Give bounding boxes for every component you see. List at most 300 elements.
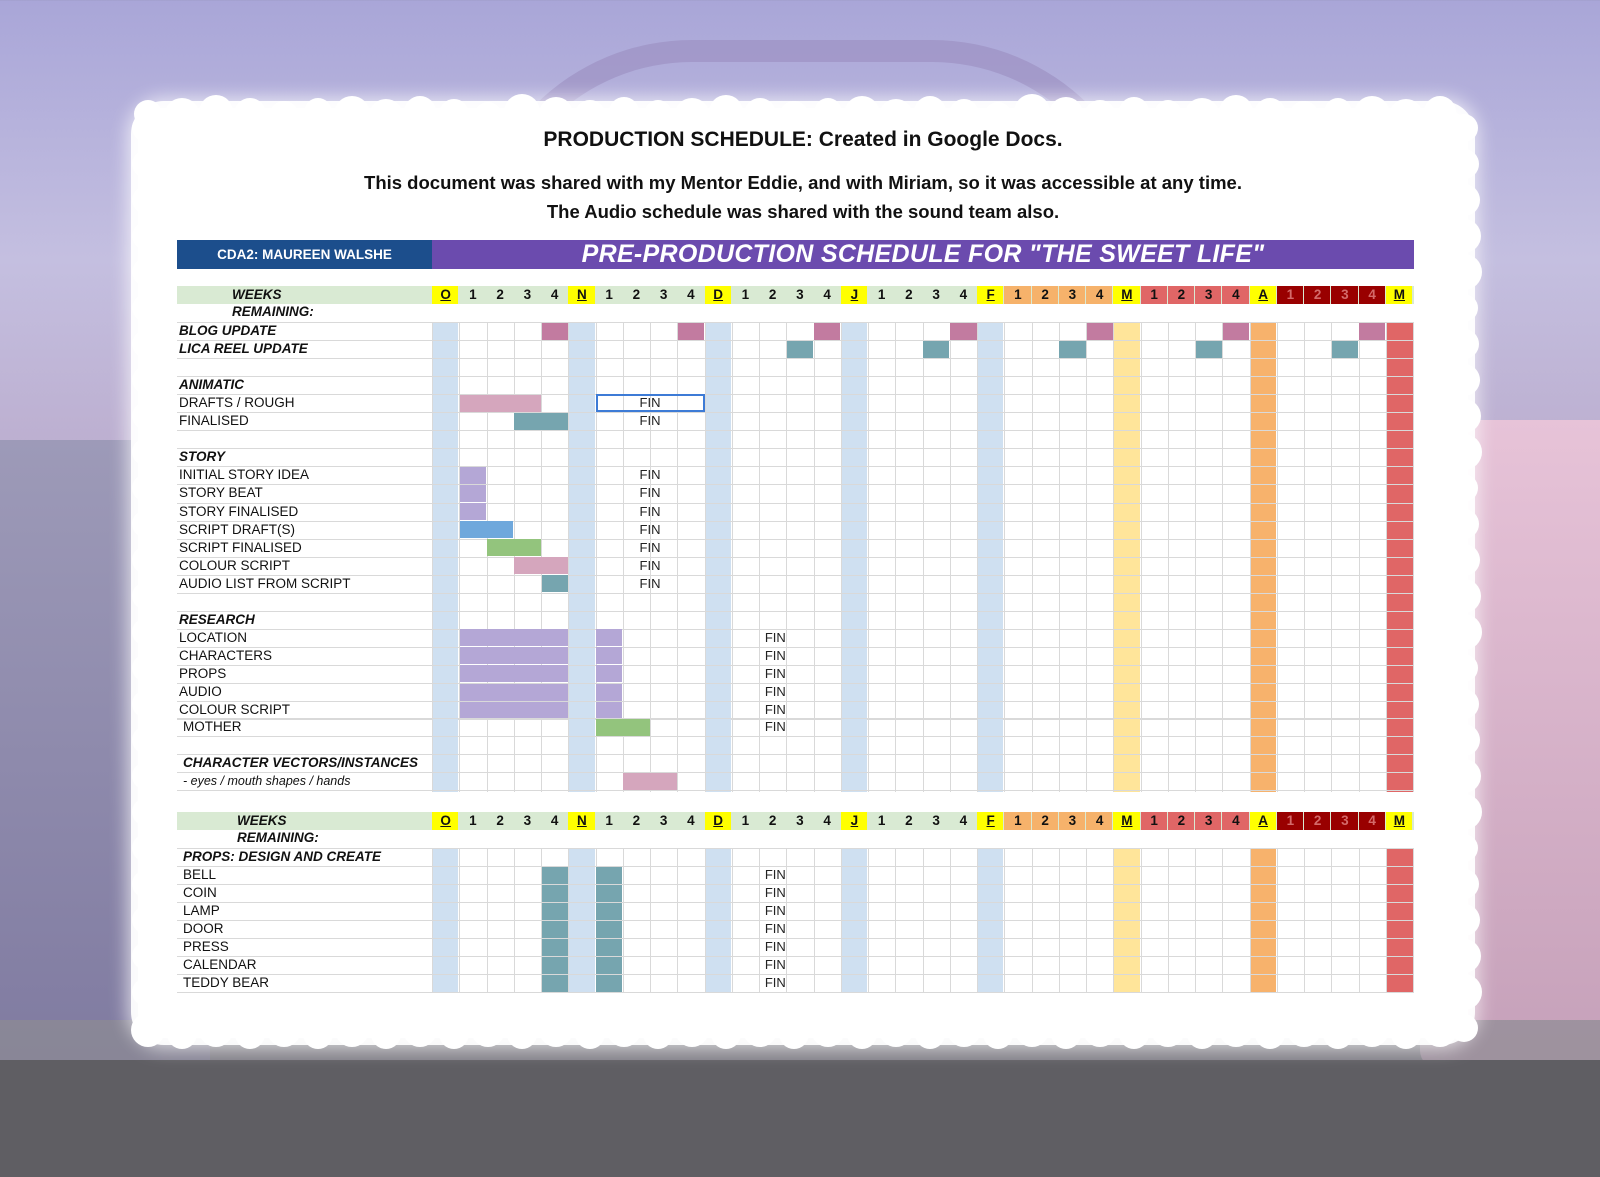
vectors-block: [623, 773, 677, 790]
cloud-puff: [1255, 1019, 1285, 1049]
lica-reel-block: [787, 341, 813, 358]
cloud-puff: [1446, 974, 1482, 1010]
cloud-puff: [1051, 1019, 1081, 1049]
props-block: [542, 975, 568, 992]
props-block: [596, 885, 622, 902]
grid-vline: [541, 718, 542, 792]
week-number: 2: [1041, 813, 1049, 828]
cloud-puff: [879, 1013, 913, 1047]
grid-vline: [1359, 718, 1360, 792]
week-number: 2: [1177, 813, 1186, 828]
row-label-colour-script: COLOUR SCRIPT: [179, 702, 291, 718]
week-number: 3: [1068, 287, 1077, 302]
cloud-puff: [132, 762, 160, 790]
month-column-band: [841, 718, 867, 792]
row-label-eyes-mouth-shapes-hands: - eyes / mouth shapes / hands: [183, 774, 351, 789]
cloud-puff: [847, 1019, 877, 1049]
cloud-puff: [132, 726, 160, 754]
cloud-puff: [132, 870, 160, 898]
week-number: J: [850, 813, 859, 828]
week-number: 3: [1341, 813, 1349, 828]
cloud-puff: [1450, 834, 1478, 862]
month-column-band: [977, 718, 1003, 792]
fin-marker: FIN: [639, 395, 661, 411]
week-number: 4: [823, 287, 831, 302]
cloud-puff: [132, 510, 160, 538]
week-number: 1: [605, 813, 613, 828]
fin-marker: FIN: [639, 521, 661, 537]
story-block: [460, 503, 486, 520]
grid-vline: [514, 718, 515, 792]
blog-update-block: [950, 323, 976, 340]
row-label-door: DOOR: [183, 921, 224, 937]
cloud-puff: [1449, 509, 1479, 539]
weeks-remaining-label: WEEKS REMAINING:: [237, 813, 319, 845]
week-number: 1: [741, 813, 750, 828]
cloud-puff: [607, 1013, 641, 1047]
cloud-puff: [1219, 95, 1253, 129]
week-number: 1: [1014, 813, 1022, 828]
grid-vline: [1250, 718, 1251, 792]
cloud-puff: [539, 97, 573, 131]
research-block: [460, 684, 568, 701]
week-number: 1: [469, 813, 477, 828]
week-number: 4: [1095, 287, 1104, 302]
week-number: 3: [796, 287, 804, 302]
lica-reel-block: [1196, 341, 1222, 358]
grid-hline: [177, 575, 1414, 576]
row-label-research: RESEARCH: [179, 611, 255, 627]
card-title: PRODUCTION SCHEDULE: Created in Google Docs.: [543, 128, 1063, 151]
cloud-puff: [167, 1019, 197, 1049]
week-number: 1: [1286, 813, 1295, 828]
fin-marker: FIN: [764, 629, 786, 645]
grid-hline: [177, 412, 1414, 413]
fin-marker: FIN: [639, 485, 661, 501]
cloud-puff: [304, 98, 332, 126]
research-block: [596, 702, 622, 719]
grid-hline: [177, 394, 1414, 395]
row-label-bell: BELL: [183, 867, 217, 883]
week-number: J: [850, 287, 859, 302]
cloud-puff: [609, 97, 639, 127]
row-label-animatic: ANIMATIC: [179, 377, 244, 393]
row-label-props-design-and-create: PROPS: DESIGN AND CREATE: [183, 849, 382, 864]
grid-hline: [177, 772, 1414, 773]
week-number: 4: [1095, 813, 1104, 828]
fin-marker: FIN: [764, 885, 786, 901]
cloud-puff: [132, 906, 160, 934]
week-number: 1: [877, 287, 886, 302]
fin-marker: FIN: [764, 867, 786, 883]
march-column-band: [1113, 718, 1139, 792]
cloud-puff: [335, 1013, 369, 1047]
row-label-props: PROPS: [179, 665, 227, 681]
grid-vline: [814, 718, 815, 792]
week-number: O: [440, 813, 451, 828]
fin-marker: FIN: [764, 702, 786, 718]
week-number: 1: [605, 287, 613, 302]
row-label-drafts-rough: DRAFTS / ROUGH: [179, 395, 295, 411]
week-number: 1: [741, 287, 750, 302]
week-number: 4: [687, 813, 695, 828]
props-block: [596, 939, 622, 956]
week-number: 3: [523, 813, 532, 828]
cloud-puff: [1450, 474, 1478, 502]
month-column-band: [705, 718, 731, 792]
grid-vline: [432, 718, 433, 792]
grid-vline: [1413, 718, 1414, 792]
cloud-puff: [132, 798, 160, 826]
grid-vline: [1386, 718, 1387, 792]
week-number: F: [986, 287, 995, 302]
grid-vline: [950, 718, 951, 792]
cloud-puff: [371, 1019, 401, 1049]
fin-marker: FIN: [639, 539, 661, 555]
cloud-puff: [132, 834, 160, 862]
cloud-puff: [644, 100, 672, 128]
weeks-remaining-label: WEEKS REMAINING:: [232, 287, 314, 319]
cloud-puff: [439, 99, 469, 129]
props-block: [596, 921, 622, 938]
fin-marker: FIN: [639, 413, 661, 429]
row-label-characters: CHARACTERS: [179, 647, 273, 663]
row-label-audio-list-from-script: AUDIO LIST FROM SCRIPT: [179, 575, 351, 591]
cloud-puff: [1448, 904, 1480, 936]
row-label-location: LOCATION: [179, 629, 248, 645]
row-label-lica-reel-update: LICA REEL UPDATE: [179, 341, 308, 357]
story-block: [460, 521, 514, 538]
row-label-teddy-bear: TEDDY BEAR: [183, 975, 270, 991]
week-number: 2: [1177, 287, 1186, 302]
grid-vline: [677, 718, 678, 792]
cloud-puff: [199, 95, 233, 129]
story-block: [487, 539, 541, 556]
week-number: 3: [932, 287, 940, 302]
cloud-puff: [132, 330, 160, 358]
fin-marker: FIN: [764, 719, 786, 734]
story-block: [514, 557, 568, 574]
cloud-puff: [914, 96, 946, 128]
cloud-puff: [1447, 579, 1481, 613]
week-number: 1: [1150, 287, 1158, 302]
week-number: F: [986, 813, 995, 828]
grid-vline: [1141, 718, 1142, 792]
blog-update-block: [1223, 323, 1249, 340]
cloud-puff: [403, 1013, 437, 1047]
grid-hline: [177, 611, 1414, 612]
grid-vline: [977, 718, 978, 792]
row-label-coin: COIN: [183, 885, 217, 901]
cloud-puff: [1447, 219, 1481, 253]
cloud-puff: [235, 1019, 265, 1049]
cloud-puff: [779, 101, 809, 131]
cloud-puff: [267, 1013, 301, 1047]
props-block: [596, 903, 622, 920]
week-number: 3: [523, 287, 532, 302]
grid-vline: [732, 718, 733, 792]
week-number: 2: [1041, 287, 1049, 302]
grid-vline: [868, 718, 869, 792]
cloud-puff: [1391, 1019, 1421, 1049]
week-number: 1: [1014, 287, 1022, 302]
week-number: N: [577, 813, 587, 828]
cloud-puff: [709, 95, 743, 129]
cloud-puff: [1219, 1013, 1253, 1047]
row-label-blog-update: BLOG UPDATE: [179, 323, 277, 338]
cloud-puff: [915, 1019, 945, 1049]
grid-hline: [177, 790, 1414, 791]
cloud-puff: [779, 1019, 809, 1049]
grid-vline: [568, 718, 569, 792]
props-block: [596, 957, 622, 974]
cloud-puff: [132, 222, 160, 250]
lica-reel-block: [923, 341, 949, 358]
week-number: M: [1121, 287, 1133, 302]
grid-vline: [1086, 718, 1087, 792]
blog-update-block: [1087, 323, 1113, 340]
grid-vline: [841, 718, 842, 792]
grid-vline: [459, 718, 460, 792]
grid-hline: [177, 736, 1414, 737]
grid-hline: [177, 992, 1414, 993]
cloud-puff: [1447, 759, 1481, 793]
fin-marker: FIN: [764, 921, 786, 937]
week-number: 4: [1232, 287, 1240, 302]
week-number: 3: [659, 287, 668, 302]
week-number: 1: [1286, 287, 1295, 302]
cloud-puff: [504, 94, 540, 130]
week-number: A: [1258, 287, 1268, 302]
cloud-puff: [474, 102, 502, 130]
week-number: D: [713, 813, 723, 828]
cloud-puff: [744, 98, 776, 130]
fin-marker: FIN: [764, 903, 786, 919]
props-block: [596, 975, 622, 992]
cloud-puff: [743, 1013, 777, 1047]
row-label-finalised: FINALISED: [179, 413, 249, 429]
row-label-script-draft-s: SCRIPT DRAFT(S): [179, 521, 296, 537]
grid-vline: [1168, 718, 1169, 792]
row-label-script-finalised: SCRIPT FINALISED: [179, 539, 302, 555]
week-number: 2: [496, 813, 504, 828]
story-block: [542, 575, 568, 592]
props-block: [542, 903, 568, 920]
research-block: [596, 647, 622, 664]
grid-vline: [487, 718, 488, 792]
week-number: 4: [1368, 813, 1376, 828]
cloud-puff: [1354, 96, 1390, 132]
sheet-author: CDA2: MAUREEN WALSHE: [177, 240, 432, 269]
cloud-puff: [199, 1013, 233, 1047]
lica-reel-block: [1332, 341, 1358, 358]
week-number: 4: [550, 287, 559, 302]
cloud-puff: [1449, 869, 1479, 899]
cloud-puff: [1447, 399, 1481, 433]
cloud-puff: [947, 1013, 981, 1047]
cloud-puff: [1450, 294, 1478, 322]
schedule-spreadsheet: [177, 240, 1414, 1013]
cloud-puff: [1446, 794, 1482, 830]
week-number: M: [1121, 813, 1133, 828]
sheet-title: PRE-PRODUCTION SCHEDULE FOR "THE SWEET LIFE": [432, 240, 1414, 269]
week-number: 2: [905, 813, 913, 828]
week-number: 1: [469, 287, 477, 302]
row-label-lamp: LAMP: [183, 903, 220, 919]
fin-marker: FIN: [764, 684, 786, 699]
cloud-puff: [984, 102, 1012, 130]
cloud-puff: [132, 978, 160, 1006]
month-column-band: [568, 718, 594, 792]
fin-marker: FIN: [639, 503, 661, 519]
cloud-puff: [1446, 614, 1482, 650]
fin-marker: FIN: [764, 647, 786, 663]
cloud-puff: [1014, 94, 1050, 130]
cloud-puff: [439, 1019, 469, 1049]
research-block: [460, 629, 568, 646]
cloud-puff: [132, 618, 160, 646]
cloud-puff: [1049, 97, 1083, 131]
week-number: M: [1393, 813, 1405, 828]
grid-vline: [1032, 718, 1033, 792]
grid-hline: [177, 539, 1414, 540]
row-label-press: PRESS: [183, 939, 229, 955]
cloud-puff: [983, 1019, 1013, 1049]
cloud-puff: [132, 258, 160, 286]
research-block: [596, 665, 622, 682]
cloud-puff: [1287, 1013, 1321, 1047]
grid-vline: [1222, 718, 1223, 792]
card-subtitle-line1: This document was shared with my Mentor Eddie, and with Miriam, so it was accessible at any time.: [364, 172, 1242, 193]
blog-update-block: [1359, 323, 1385, 340]
grid-vline: [923, 718, 924, 792]
cloud-puff: [269, 101, 299, 131]
cloud-puff: [1151, 1013, 1185, 1047]
grid-vline: [1331, 718, 1332, 792]
row-label-story: STORY: [179, 449, 226, 465]
cloud-puff: [643, 1019, 673, 1049]
week-number: 3: [796, 813, 804, 828]
props-block: [596, 867, 622, 884]
grid-hline: [177, 376, 1414, 377]
row-label-story-finalised: STORY FINALISED: [179, 503, 299, 519]
research-block: [460, 647, 568, 664]
grid-vline: [1004, 718, 1005, 792]
cloud-puff: [1450, 654, 1478, 682]
cloud-puff: [1254, 98, 1286, 130]
fin-marker: FIN: [764, 975, 786, 991]
cloud-puff: [132, 654, 160, 682]
grid-hline: [177, 557, 1414, 558]
week-number: 2: [768, 287, 777, 302]
cloud-puff: [303, 1019, 333, 1049]
week-number: 4: [959, 813, 968, 828]
april-column-band: [1250, 718, 1276, 792]
cloud-puff: [1446, 434, 1482, 470]
cloud-puff: [1449, 689, 1479, 719]
story-block: [460, 485, 486, 502]
grid-vline: [1195, 718, 1196, 792]
cloud-puff: [1447, 939, 1481, 973]
cloud-puff: [1119, 1019, 1149, 1049]
cloud-puff: [1355, 1013, 1389, 1047]
cloud-puff: [1289, 101, 1319, 131]
week-number: 3: [1068, 813, 1077, 828]
week-number: 2: [632, 813, 641, 828]
week-number: 2: [905, 287, 913, 302]
card-subtitle-line2: The Audio schedule was shared with the sound team also.: [546, 201, 1060, 222]
cloud-puff: [1448, 364, 1480, 396]
cloud-puff: [1448, 544, 1480, 576]
cloud-puff: [471, 1013, 505, 1047]
fin-marker: FIN: [764, 957, 786, 973]
row-label-audio: AUDIO: [179, 684, 222, 699]
blog-update-block: [542, 323, 568, 340]
cloud-puff: [132, 294, 160, 322]
week-number: 4: [550, 813, 559, 828]
cloud-puff: [234, 98, 266, 130]
cloud-puff: [132, 366, 160, 394]
fin-marker: FIN: [764, 665, 786, 681]
props-block: [542, 885, 568, 902]
row-label-story-beat: STORY BEAT: [179, 485, 263, 501]
week-number: 1: [877, 813, 886, 828]
row-label-calendar: CALENDAR: [183, 957, 257, 973]
week-number: 4: [1368, 287, 1376, 302]
props-block: [542, 939, 568, 956]
mother-block: [596, 719, 650, 736]
cloud-puff: [675, 1013, 709, 1047]
grid-hline: [177, 484, 1414, 485]
week-number: 4: [823, 813, 831, 828]
grid-vline: [1113, 718, 1114, 792]
fin-marker: FIN: [764, 939, 786, 955]
cloud-puff: [1154, 100, 1182, 128]
cloud-puff: [811, 1013, 845, 1047]
grid-vline: [1304, 718, 1305, 792]
week-number: 3: [659, 813, 668, 828]
research-block: [596, 684, 622, 701]
finalised-block: [514, 413, 568, 430]
props-block: [542, 867, 568, 884]
research-block: [460, 665, 568, 682]
props-block: [542, 921, 568, 938]
cloud-puff: [844, 96, 880, 132]
grid-hline: [177, 466, 1414, 467]
cloud-puff: [1119, 97, 1149, 127]
row-label-colour-script: COLOUR SCRIPT: [179, 557, 291, 573]
grid-hline: [177, 448, 1414, 449]
row-label-mother: MOTHER: [183, 719, 242, 734]
week-number: 3: [1204, 287, 1213, 302]
cloud-puff: [132, 402, 160, 430]
cloud-puff: [507, 1019, 537, 1049]
week-number: 2: [496, 287, 504, 302]
grid-hline: [177, 593, 1414, 594]
cloud-puff: [132, 582, 160, 610]
grid-hline: [177, 430, 1414, 431]
week-number: 1: [1150, 813, 1158, 828]
cloud-puff: [1446, 254, 1482, 290]
week-number: 3: [1204, 813, 1213, 828]
grid-vline: [1277, 718, 1278, 792]
cloud-puff: [539, 1013, 573, 1047]
week-number: D: [713, 287, 723, 302]
cloud-puff: [575, 1019, 605, 1049]
cloud-puff: [1324, 98, 1352, 126]
grid-vline: [705, 718, 706, 792]
cloud-puff: [132, 1014, 160, 1042]
